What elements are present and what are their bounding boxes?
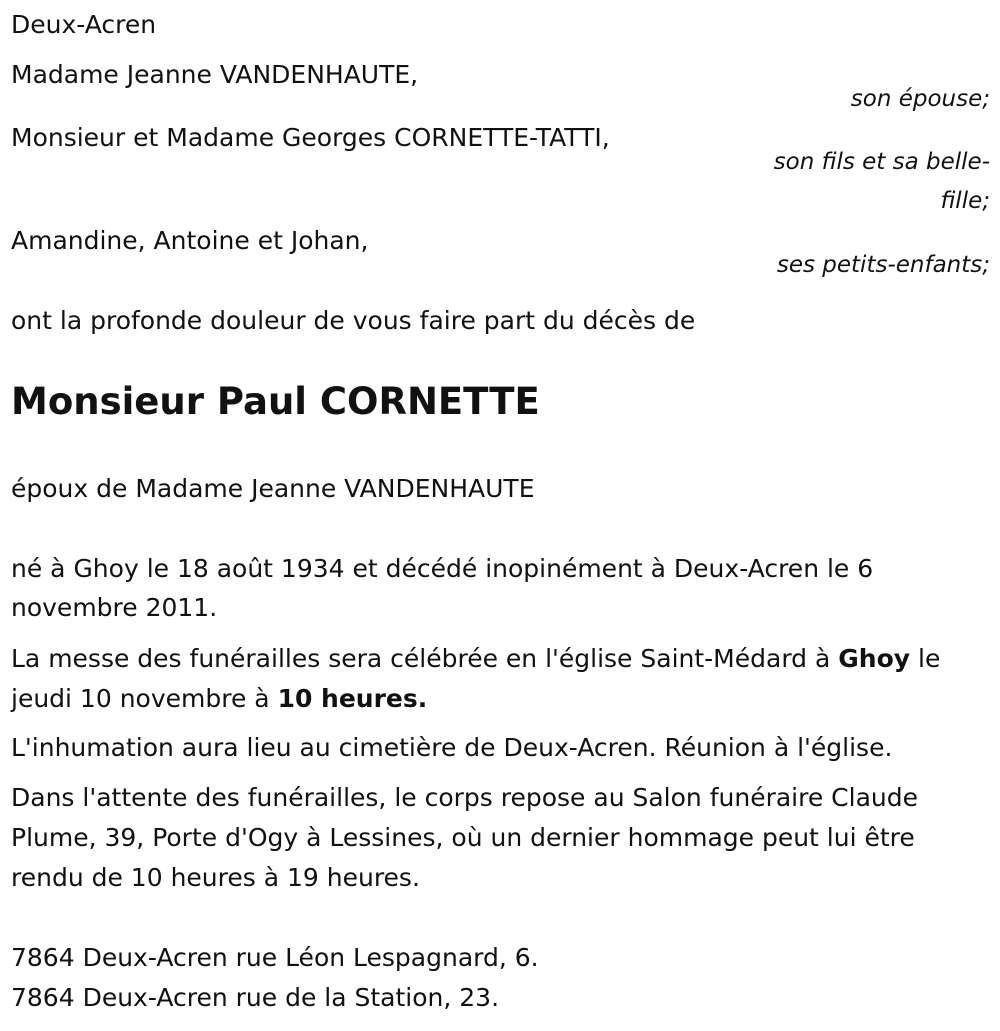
mass-line1 (11, 639, 940, 679)
spouse-line: époux de Madame Jeanne VANDENHAUTE (11, 474, 535, 503)
family-member-grandchildren: Amandine, Antoine et Johan, (11, 226, 369, 255)
birth-death-line2: novembre 2011. (11, 593, 218, 622)
viewing-line3: rendu de 10 heures à 19 heures. (11, 863, 420, 892)
burial-text: L'inhumation aura lieu au cimetière de Deux-Acren. Réunion à l'église. (11, 733, 893, 762)
mass-time: 10 heures. (277, 684, 428, 713)
relation-grandchildren: ses petits-enfants; (776, 252, 990, 278)
family-member-spouse: Madame Jeanne VANDENHAUTE, (11, 60, 419, 89)
address-2: 7864 Deux-Acren rue de la Station, 23. (11, 983, 500, 1012)
relation-son-line1: son fils et sa belle- (773, 149, 990, 175)
village-heading: Deux-Acren (11, 10, 157, 39)
mass-text-part2: le (910, 644, 941, 673)
viewing-line2: Plume, 39, Porte d'Ogy à Lessines, où un dernier hommage peut lui être (11, 823, 915, 852)
mass-text-part3: jeudi 10 novembre à (11, 684, 278, 713)
deceased-name: Monsieur Paul CORNETTE (11, 380, 540, 423)
announcement-text: ont la profonde douleur de vous faire part du décès de (11, 306, 696, 335)
mass-line2 (11, 679, 427, 719)
address-1: 7864 Deux-Acren rue Léon Lespagnard, 6. (11, 943, 539, 972)
relation-son-line2: fille; (940, 188, 990, 214)
family-member-son: Monsieur et Madame Georges CORNETTE-TATTI, (11, 123, 610, 152)
mass-place: Ghoy (838, 644, 911, 673)
mass-text-part1: La messe des funérailles sera célébrée en l'église Saint-Médard à (11, 644, 839, 673)
relation-spouse: son épouse; (850, 86, 990, 112)
viewing-line1: Dans l'attente des funérailles, le corps repose au Salon funéraire Claude (11, 783, 918, 812)
birth-death-line1: né à Ghoy le 18 août 1934 et décédé inopinément à Deux-Acren le 6 (11, 554, 874, 583)
